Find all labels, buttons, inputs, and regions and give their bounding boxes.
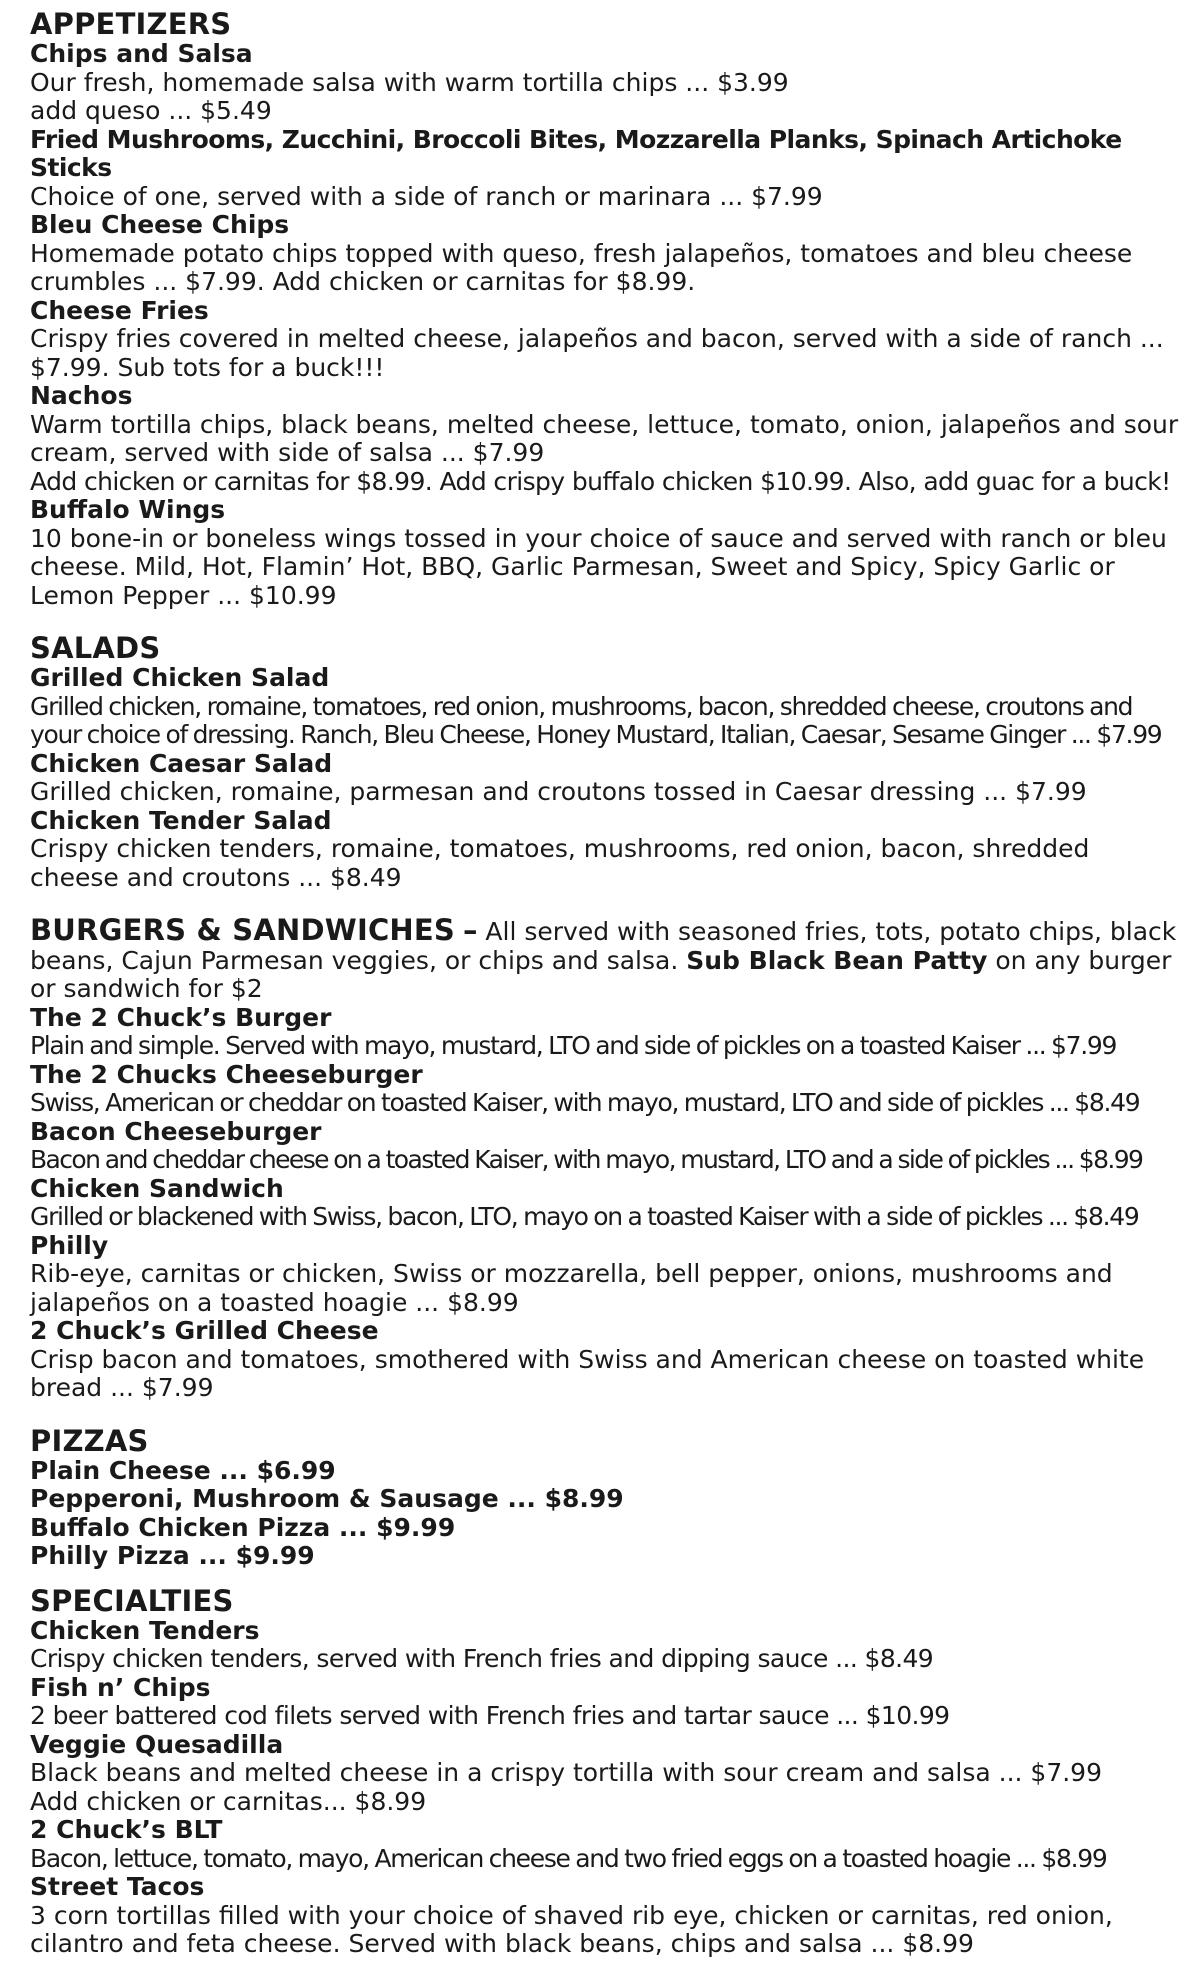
item-description: Grilled chicken, romaine, tomatoes, red onion, mushrooms, bacon, shredded cheese, croutons and your choice of dressing. Ranch, Bleu Cheese, Honey Mustard, Italian, Caesar, Sesame Ginger ... $7.99 bbox=[30, 691, 1162, 749]
item-description: 2 beer battered cod filets served with French fries and tartar sauce ... $10.99 bbox=[30, 1701, 950, 1730]
item-name: Chips and Salsa bbox=[30, 39, 253, 68]
item-name: Chicken Tender Salad bbox=[30, 805, 332, 835]
menu-item-philly bbox=[30, 1232, 1182, 1318]
salads-section bbox=[30, 632, 1182, 892]
item-name: 2 Chuck’s BLT bbox=[30, 1815, 223, 1844]
menu-item-grilled-chicken-salad bbox=[30, 664, 1182, 750]
menu-item-street-tacos bbox=[30, 1873, 1182, 1959]
item-name: Buffalo Wings bbox=[30, 495, 226, 524]
item-name: Cheese Fries bbox=[30, 295, 209, 325]
item-name: Bleu Cheese Chips bbox=[30, 210, 290, 239]
menu-item-2-chucks-burger bbox=[30, 1004, 1182, 1061]
section-title-burgers: BURGERS & SANDWICHES bbox=[30, 913, 455, 947]
item-name: Nachos bbox=[30, 381, 133, 410]
item-description: Bacon and cheddar cheese on a toasted Kaiser, with mayo, mustard, LTO and a side of pickles ... $8.99 bbox=[30, 1145, 1143, 1174]
pizzas-section bbox=[30, 1425, 1182, 1571]
item-name: Street Tacos bbox=[30, 1872, 205, 1901]
section-title-appetizers: APPETIZERS bbox=[30, 7, 232, 41]
item-description: Grilled or blackened with Swiss, bacon, LTO, mayo on a toasted Kaiser with a side of pickles ... $8.49 bbox=[30, 1202, 1139, 1231]
item-description: Crispy fries covered in melted cheese, jalapeños and bacon, served with a side of ranch ... $7.99. Sub tots for a buck!!! bbox=[30, 324, 1164, 382]
section-title-pizzas: PIZZAS bbox=[30, 1423, 149, 1458]
item-name: 2 Chuck’s Grilled Cheese bbox=[30, 1316, 379, 1345]
item-name: The 2 Chucks Cheeseburger bbox=[30, 1059, 423, 1089]
item-description: Black beans and melted cheese in a crispy tortilla with sour cream and salsa ... $7.99 bbox=[30, 1758, 1102, 1787]
menu-item-2-chucks-cheeseburger bbox=[30, 1061, 1182, 1118]
item-name: Philly bbox=[30, 1230, 109, 1260]
item-description: Bacon, lettuce, tomato, mayo, American cheese and two fried eggs on a toasted hoagie ... $8.99 bbox=[30, 1843, 1107, 1873]
menu-item-chicken-sandwich bbox=[30, 1175, 1182, 1232]
item-description: Swiss, American or cheddar on toasted Kaiser, with mayo, mustard, LTO and side of pickles ... $8.49 bbox=[30, 1088, 1140, 1117]
item-extra: Add chicken or carnitas... $8.99 bbox=[30, 1786, 427, 1816]
item-description: Warm tortilla chips, black beans, melted cheese, lettuce, tomato, onion, jalapeños and sour cream, served with side of salsa ... $7.99 bbox=[30, 409, 1179, 467]
burgers-note: All served with seasoned fries, tots, potato chips, black beans, Cajun Parmesan veggies, or chips and salsa. bbox=[30, 917, 1177, 975]
item-description: Choice of one, served with a side of ranch or marinara ... $7.99 bbox=[30, 181, 823, 211]
menu-item-cheese-fries bbox=[30, 297, 1182, 383]
item-description: Crispy chicken tenders, served with French fries and dipping sauce ... $8.49 bbox=[30, 1644, 934, 1673]
item-description: 10 bone-in or boneless wings tossed in your choice of sauce and served with ranch or bleu cheese. Mild, Hot, Flamin’ Hot, BBQ, Garlic Parmesan, Sweet and Spicy, Spicy Garlic or Lemon Pepper ... $10.99 bbox=[30, 523, 1167, 610]
section-title-specialties: SPECIALTIES bbox=[30, 1583, 234, 1618]
menu-item-bacon-cheeseburger bbox=[30, 1118, 1182, 1175]
menu-item-fried-sampler bbox=[30, 126, 1182, 212]
menu-item-buffalo-wings bbox=[30, 496, 1182, 610]
item-description: Plain and simple. Served with mayo, mustard, LTO and side of pickles on a toasted Kaiser ... $7.99 bbox=[30, 1031, 1117, 1060]
section-title-salads: SALADS bbox=[30, 631, 161, 665]
item-description: Crispy chicken tenders, romaine, tomatoes, mushrooms, red onion, bacon, shredded cheese and croutons ... $8.49 bbox=[30, 834, 1090, 892]
burgers-header bbox=[30, 914, 1182, 1004]
pizza-item: Plain Cheese ... $6.99 bbox=[30, 1455, 336, 1485]
item-name: Fish n’ Chips bbox=[30, 1672, 211, 1702]
menu-item-veggie-quesadilla bbox=[30, 1731, 1182, 1817]
item-name: Grilled Chicken Salad bbox=[30, 663, 330, 692]
item-name: Bacon Cheeseburger bbox=[30, 1116, 322, 1146]
pizza-item: Philly Pizza ... $9.99 bbox=[30, 1541, 315, 1570]
menu-item-chicken-tenders bbox=[30, 1617, 1182, 1674]
item-description: Crisp bacon and tomatoes, smothered with Swiss and American cheese on toasted white bread ... $7.99 bbox=[30, 1344, 1145, 1402]
pizza-item: Pepperoni, Mushroom & Sausage ... $8.99 bbox=[30, 1484, 624, 1513]
item-extra: Add chicken or carnitas for $8.99. Add crispy buffalo chicken $10.99. Also, add guac for a buck! bbox=[30, 466, 1171, 496]
menu-item-chicken-caesar-salad bbox=[30, 750, 1182, 807]
menu-item-bleu-cheese-chips bbox=[30, 211, 1182, 297]
item-extra: add queso ... $5.49 bbox=[30, 96, 272, 125]
item-description: Homemade potato chips topped with queso, fresh jalapeños, tomatoes and bleu cheese crumbles ... $7.99. Add chicken or carnitas for $8.99. bbox=[30, 238, 1133, 296]
burgers-note-end: on any burger or sandwich for $2 bbox=[30, 945, 1172, 1003]
item-name: Chicken Tenders bbox=[30, 1615, 260, 1645]
item-name: Fried Mushrooms, Zucchini, Broccoli Bites, Mozzarella Planks, Spinach Artichoke Sticks bbox=[30, 124, 1122, 182]
item-name: Veggie Quesadilla bbox=[30, 1729, 284, 1759]
item-description: 3 corn tortillas filled with your choice of shaved rib eye, chicken or carnitas, red onion, cilantro and feta cheese. Served with black beans, chips and salsa ... $8.99 bbox=[30, 1900, 1113, 1958]
pizza-item: Buffalo Chicken Pizza ... $9.99 bbox=[30, 1512, 456, 1542]
item-name: Chicken Sandwich bbox=[30, 1173, 284, 1203]
item-description: Grilled chicken, romaine, parmesan and croutons tossed in Caesar dressing ... $7.99 bbox=[30, 777, 1087, 806]
title-dash: – bbox=[462, 913, 478, 947]
menu-item-nachos bbox=[30, 382, 1182, 496]
menu-item-grilled-cheese bbox=[30, 1317, 1182, 1403]
menu-item-chips-and-salsa bbox=[30, 40, 1182, 126]
burgers-section bbox=[30, 914, 1182, 1403]
menu-item-fish-n-chips bbox=[30, 1674, 1182, 1731]
specialties-section bbox=[30, 1585, 1182, 1959]
item-description: Rib-eye, carnitas or chicken, Swiss or mozzarella, bell pepper, onions, mushrooms and jalapeños on a toasted hoagie ... $8.99 bbox=[30, 1259, 1113, 1317]
item-name: The 2 Chuck’s Burger bbox=[30, 1002, 332, 1032]
menu-item-2-chucks-blt bbox=[30, 1816, 1182, 1873]
burgers-note-bold: Sub Black Bean Patty bbox=[686, 945, 988, 975]
menu-item-chicken-tender-salad bbox=[30, 807, 1182, 893]
item-name: Chicken Caesar Salad bbox=[30, 748, 333, 778]
appetizers-section bbox=[30, 8, 1182, 610]
item-description: Our fresh, homemade salsa with warm tortilla chips ... $3.99 bbox=[30, 67, 789, 97]
